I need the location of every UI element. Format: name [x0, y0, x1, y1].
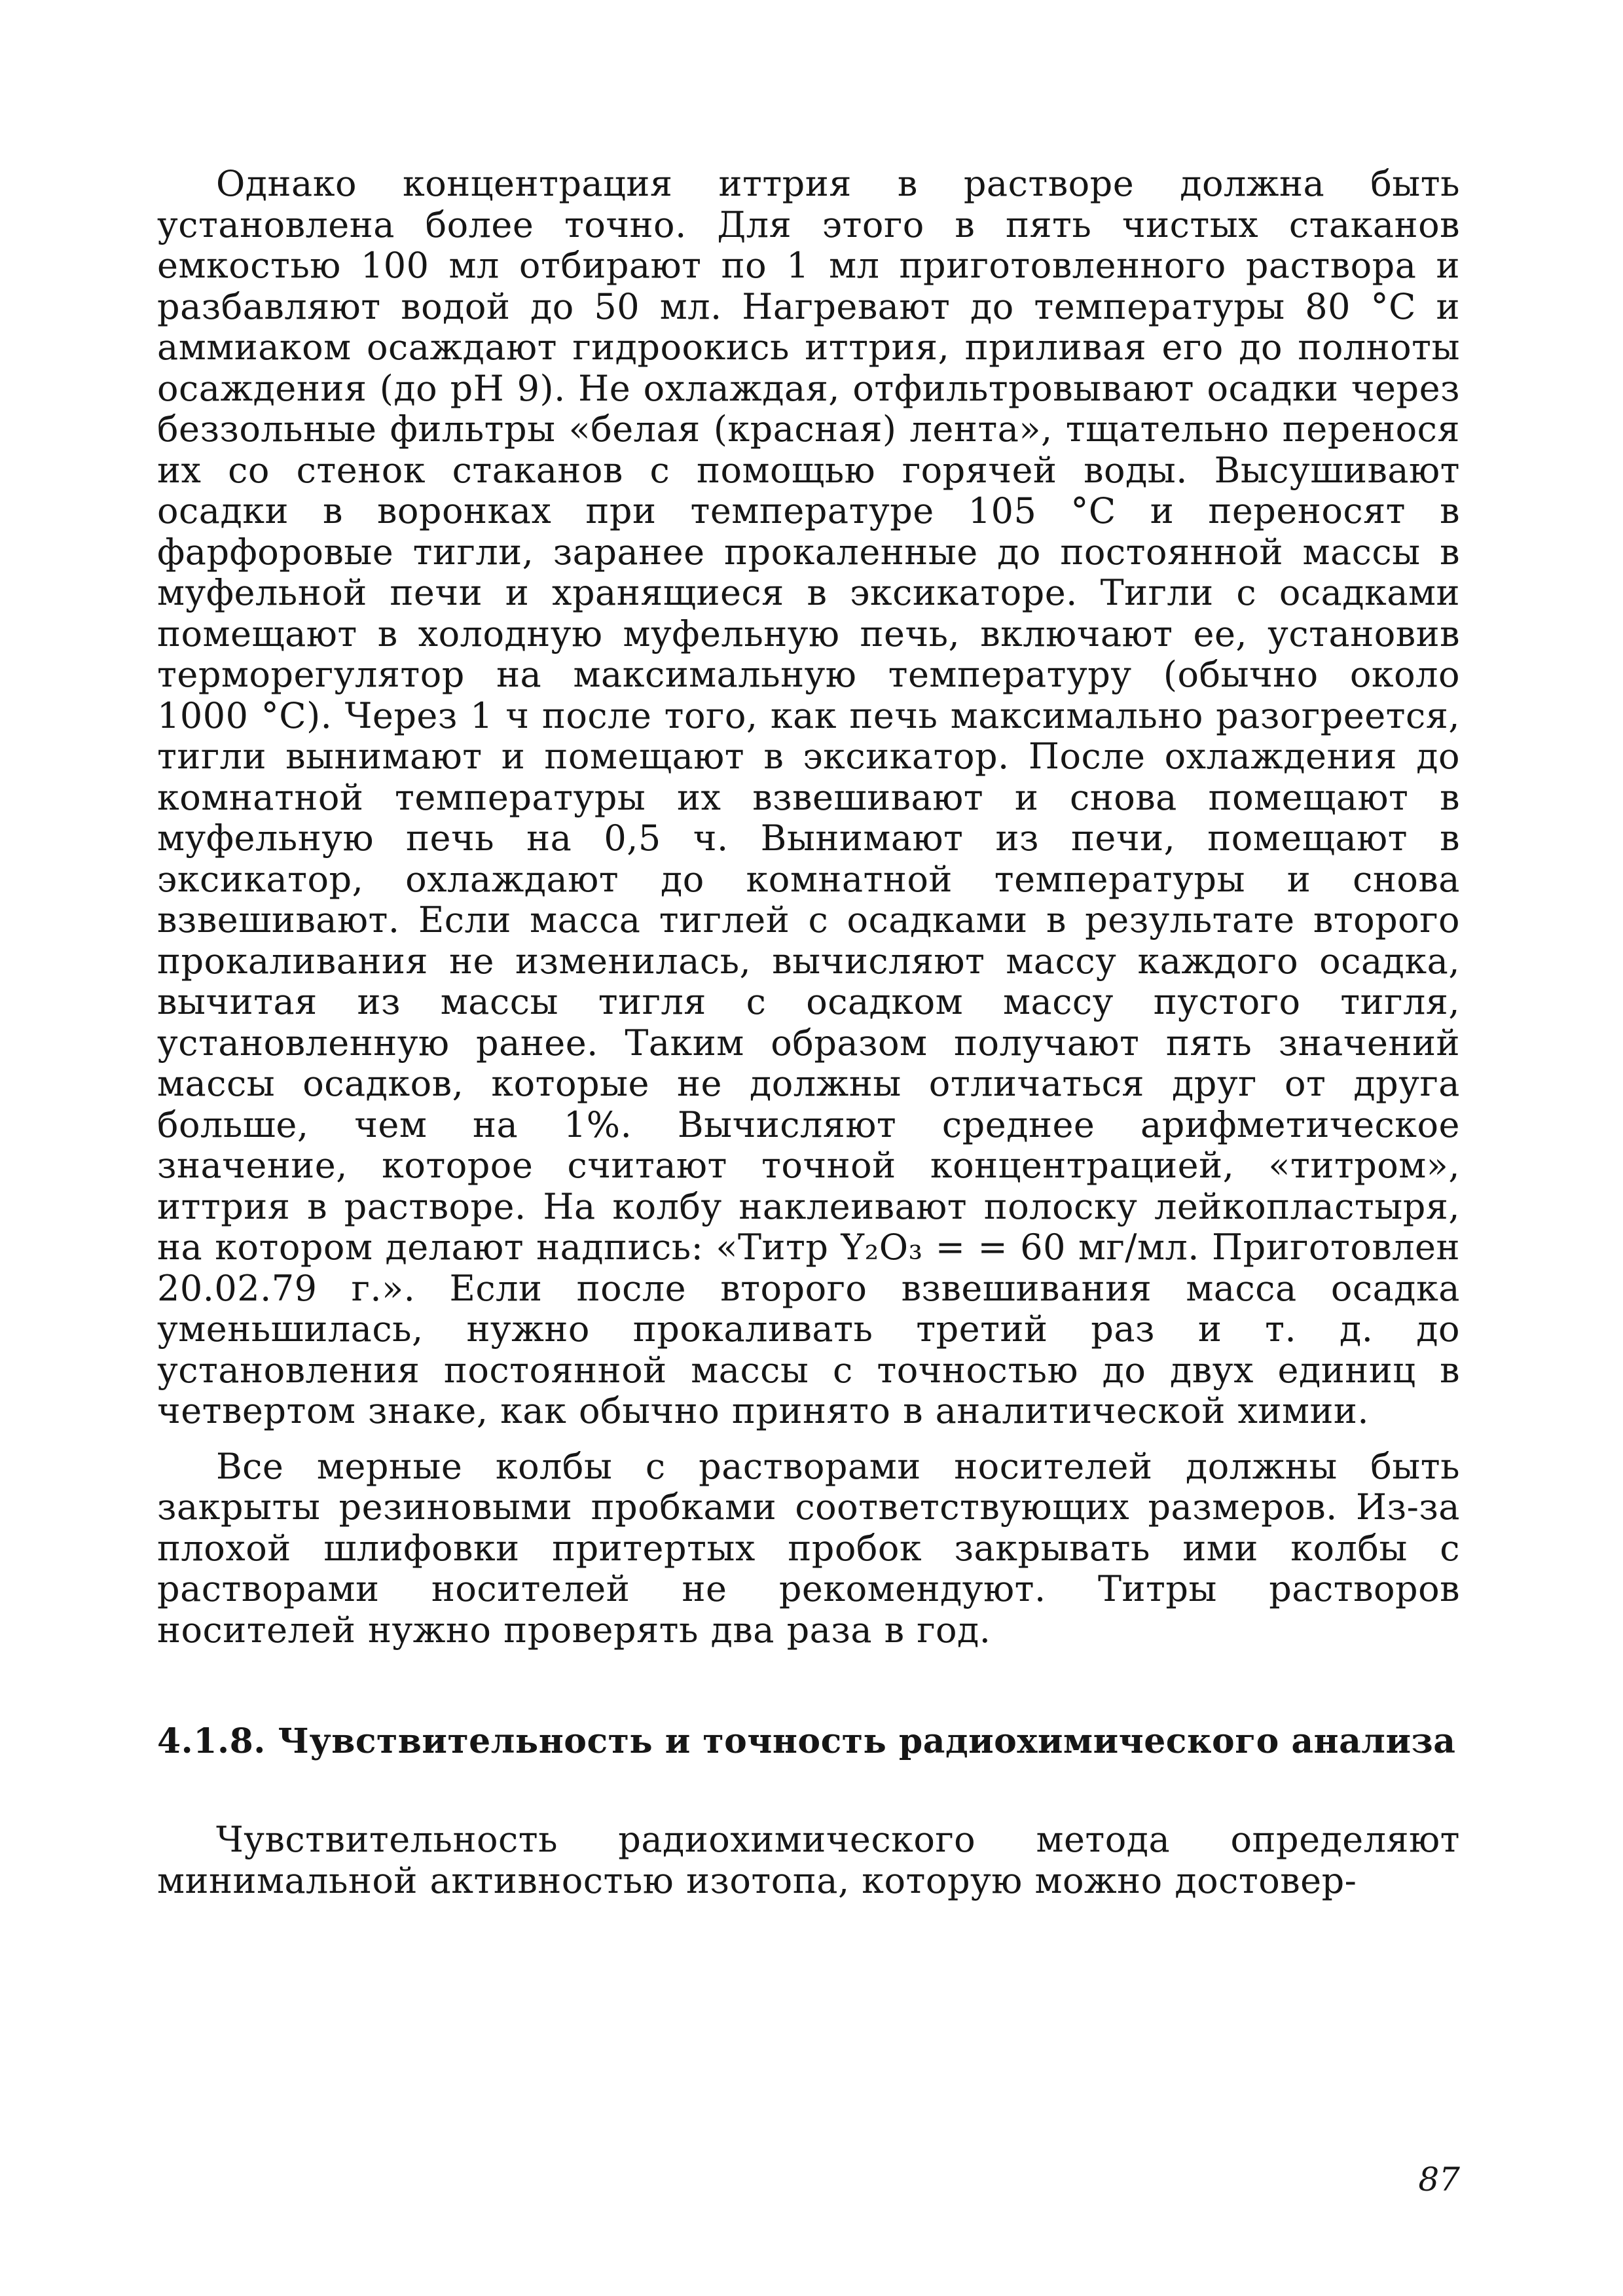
section-heading: 4.1.8. Чувствительность и точность радиохимического анализа — [157, 1721, 1456, 1761]
book-page — [157, 164, 1460, 2206]
paragraph-yttrium-titration: Однако концентрация иттрия в растворе должна быть установлена более точно. Для этого в пять чистых стаканов емкостью 100 мл отбирают по 1 мл приготовленного раствора и разбавляют водой до 50 мл. Нагревают до температуры 80 °С и аммиаком осаждают гидроокись иттрия, приливая его до полноты осаждения (до pH 9). Не охлаждая, отфильтровывают осадки через беззольные фильтры «белая (красная) лента», тщательно перенося их со стенок стаканов с помощью горячей воды. Высушивают осадки в воронках при температуре 105 °С и переносят в фарфоровые тигли, заранее прокаленные до постоянной массы в муфельной печи и хранящиеся в эксикаторе. Тигли с осадками помещают в холодную муфельную печь, включают ее, установив терморегулятор на максимальную температуру (обычно около 1000 °С). Через 1 ч после того, как печь максимально разогреется, тигли вынимают и помещают в эксикатор. После охлаждения до комнатной температуры их взвешивают и снова помещают в муфельную печь на 0,5 ч. Вынимают из печи, помещают в эксикатор, охлаждают до комнатной температуры и снова взвешивают. Если масса тиглей с осадками в результате второго прокаливания не изменилась, вычисляют массу каждого осадка, вычитая из массы тигля с осадком массу пустого тигля, установленную ранее. Таким образом получают пять значений массы осадков, которые не должны отличаться друг от друга больше, чем на 1%. Вычисляют среднее арифметическое значение, которое считают точной концентрацией, «титром», иттрия в растворе. На колбу наклеивают полоску лейкопластыря, на котором делают надпись: «Титр Y₂O₃ = = 60 мг/мл. Приготовлен 20.02.79 г.». Если после второго взвешивания масса осадка уменьшилась, нужно прокаливать третий раз и т. д. до установления постоянной массы с точностью до двух единиц в четвертом знаке, как обычно принято в аналитической химии. — [157, 163, 1460, 1431]
paragraph-sensitivity: Чувствительность радиохимического метода определяют минимальной активностью изотопа, которую можно достовер- — [157, 1819, 1460, 1901]
paragraph-volumetric-flasks: Все мерные колбы с растворами носителей должны быть закрыты резиновыми пробками соответствующих размеров. Из-за плохой шлифовки притертых пробок закрывать ими колбы с растворами носителей не рекомендуют. Титры растворов носителей нужно проверять два раза в год. — [157, 1445, 1460, 1651]
page-number: 87 — [1418, 2161, 1460, 2198]
